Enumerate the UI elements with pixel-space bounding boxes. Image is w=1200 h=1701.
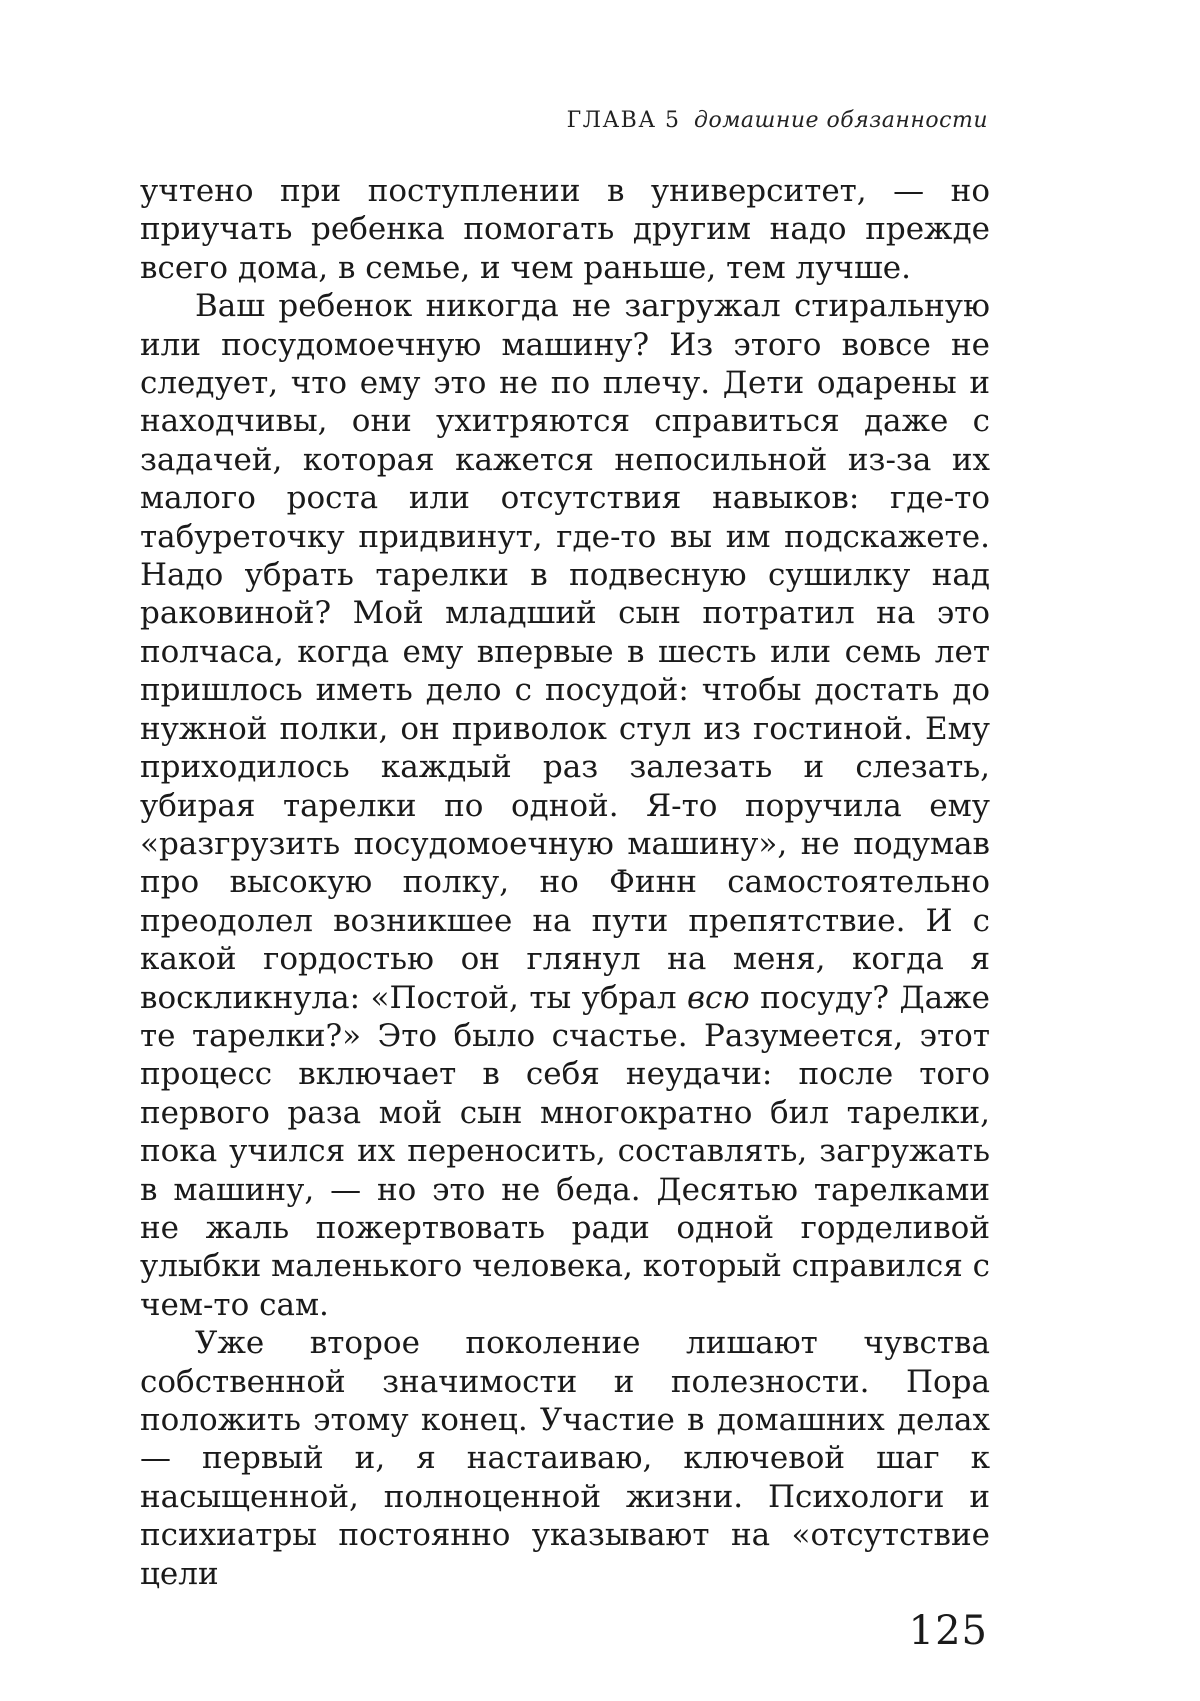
paragraph-2-part-2: посуду? Даже те тарелки?» Это было счастье. Разумеется, этот процесс включает в себя неудачи: после того первого раза мой сын многократно бил тарелки, пока учился их переносить, составлять, загружать в машину, — но это не беда. Десятью тарелками не жаль пожертвовать ради одной горделивой улыбки маленького человека, который справился с чем-то сам. bbox=[140, 979, 990, 1323]
chapter-subject: домашние обязанности bbox=[694, 108, 988, 133]
paragraph-2 bbox=[140, 287, 990, 1324]
paragraph-3: Уже второе поколение лишают чувства собственной значимости и полезности. Пора положить этому конец. Участие в домашних делах — первый и, я настаиваю, ключевой шаг к насыщенной, полноценной жизни. Психологи и психиатры постоянно указывают на «отсутствие цели bbox=[140, 1325, 990, 1592]
page-number: 125 bbox=[908, 1608, 988, 1654]
chapter-label: ГЛАВА 5 bbox=[566, 108, 681, 133]
paragraph-2-emphasis: всю bbox=[686, 979, 750, 1016]
running-head bbox=[567, 108, 988, 133]
body-text bbox=[140, 172, 990, 1593]
paragraph-1: учтено при поступлении в университет, — но приучать ребенка помогать другим надо прежде всего дома, в семье, и чем раньше, тем лучше. bbox=[140, 173, 990, 286]
paragraph-2-part-1: Ваш ребенок никогда не загружал стиральную или посудомоечную машину? Из этого вовсе не следует, что ему это не по плечу. Дети одарены и находчивы, они ухитряются справиться даже с задачей, которая кажется непосильной из-за их малого роста или отсутствия навыков: где-то табуреточку придвинут, где-то вы им подскажете. Надо убрать тарелки в подвесную сушилку над раковиной? Мой младший сын потратил на это полчаса, когда ему впервые в шесть или семь лет пришлось иметь дело с посудой: чтобы достать до нужной полки, он приволок стул из гостиной. Ему приходилось каждый раз залезать и слезать, убирая тарелки по одной. Я-то поручила ему «разгрузить посудомоечную машину», не подумав про высокую полку, но Финн самостоятельно преодолел возникшее на пути препятствие. И с какой гордостью он глянул на меня, когда я воскликнула: «Постой, ты убрал bbox=[140, 288, 990, 1016]
